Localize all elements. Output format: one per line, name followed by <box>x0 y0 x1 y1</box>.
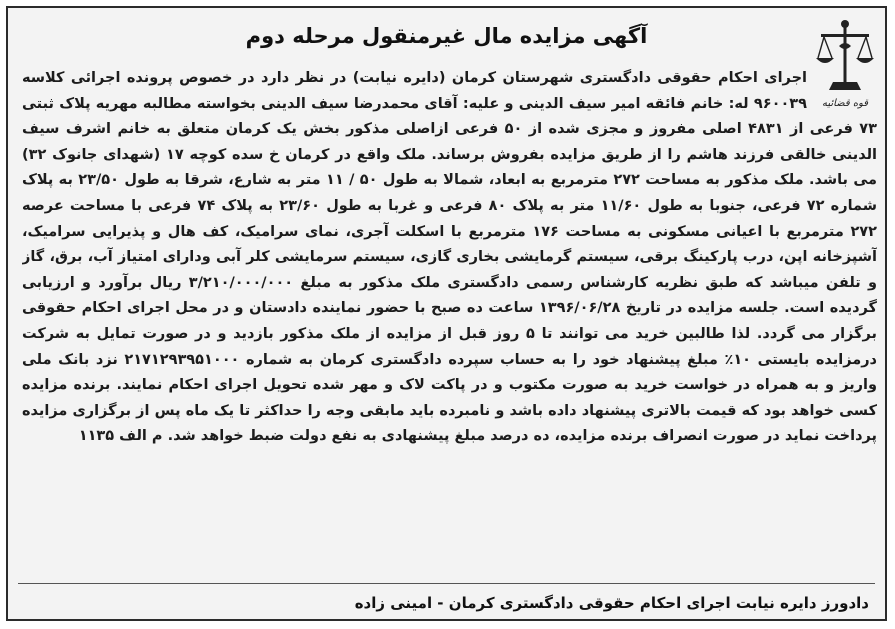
notice-body-container <box>22 66 877 578</box>
signature-divider <box>18 583 875 584</box>
auction-notice <box>6 6 887 621</box>
notice-title: آگهی مزایده مال غیرمنقول مرحله دوم <box>245 24 648 48</box>
emblem-caption: قوه قضائیه <box>821 98 869 109</box>
notice-signature: دادورز دایره نیابت اجرای احکام حقوقی دادگستری کرمان - امینی زاده <box>354 594 869 612</box>
notice-body: اجرای احکام حقوقی دادگستری شهرستان کرمان (دایره نیابت) در نظر دارد در خصوص پرونده اجرائی کلاسه ۹۶۰۰۳۹ له: خانم فائقه امیر سیف الدینی و علیه: آقای محمدرضا سیف الدینی بخواسته مطالبه مهریه پلاک ثبتی ۷۳ فرعی از ۴۸۳۱ اصلی مفروز و مجزی شده از ۵۰ فرعی ازاصلی مذکور بخش یک کرمان متعلق به خانم اشرف سیف الدینی خالقی فرزند هاشم را از طریق مزایده بفروش برساند. ملک واقع در کرمان خ سده کوچه ۱۷ (شهدای جانوک ۳۲) می باشد. ملک مذکور به مساحت ۲۷۲ مترمربع به ابعاد، شمالا به طول ۵۰ / ۱۱ متر به شارع، شرقا به طول ۲۳/۵۰ به پلاک شماره ۷۲ فرعی، جنوبا به طول ۱۱/۶۰ متر به پلاک ۸۰ فرعی و غربا به طول ۲۳/۶۰ به پلاک ۷۴ فرعی با مساحت عرصه ۲۷۲ مترمربع با اعیانی مسکونی به مساحت ۱۷۶ مترمربع با اسکلت آجری، نمای سرامیک، کف هال و پذیرایی سرامیک، آشپزخانه اپن، درب پارکینگ برقی، سیستم گرمایشی بخاری گازی، سیستم سرمایشی کلر آبی ودارای امتیاز آب، برق، گاز و تلفن میباشد که طبق نظریه کارشناس رسمی دادگستری ملک مذکور به مبلغ ۳/۲۱۰/۰۰۰/۰۰۰ ریال برآورد و ارزیابی گردیده است. جلسه مزایده در تاریخ ۱۳۹۶/۰۶/۲۸ ساعت ده صبح با حضور نماینده دادستان و در محل اجرای احکام حقوقی برگزار می گردد. لذا طالبین خرید می توانند تا ۵ روز قبل از مزایده از ملک مذکور بازدید و در صورت تمایل به شرکت درمزایده بایستی ۱۰٪ مبلغ پیشنهاد خود را به حساب سپرده دادگستری کرمان به شماره ۲۱۷۱۲۹۳۹۵۱۰۰۰ نزد بانک ملی واریز و به همراه در خواست خرید به صورت مکتوب و در پاکت لاک و مهر شده تحویل اجرای احکام نمایند. برنده مزایده کسی خواهد بود که قیمت بالاتری پیشنهاد داده باشد و نامبرده باید مابقی وجه را حداکثر تا یک ماه پس از برگزاری مزایده پرداخت نماید در صورت انصراف برنده مزایده، ده درصد مبلغ پیشنهادی به نفع دولت ضبط خواهد شد. م الف ۱۱۳۵ <box>22 70 877 445</box>
emblem-clearance <box>807 66 877 114</box>
